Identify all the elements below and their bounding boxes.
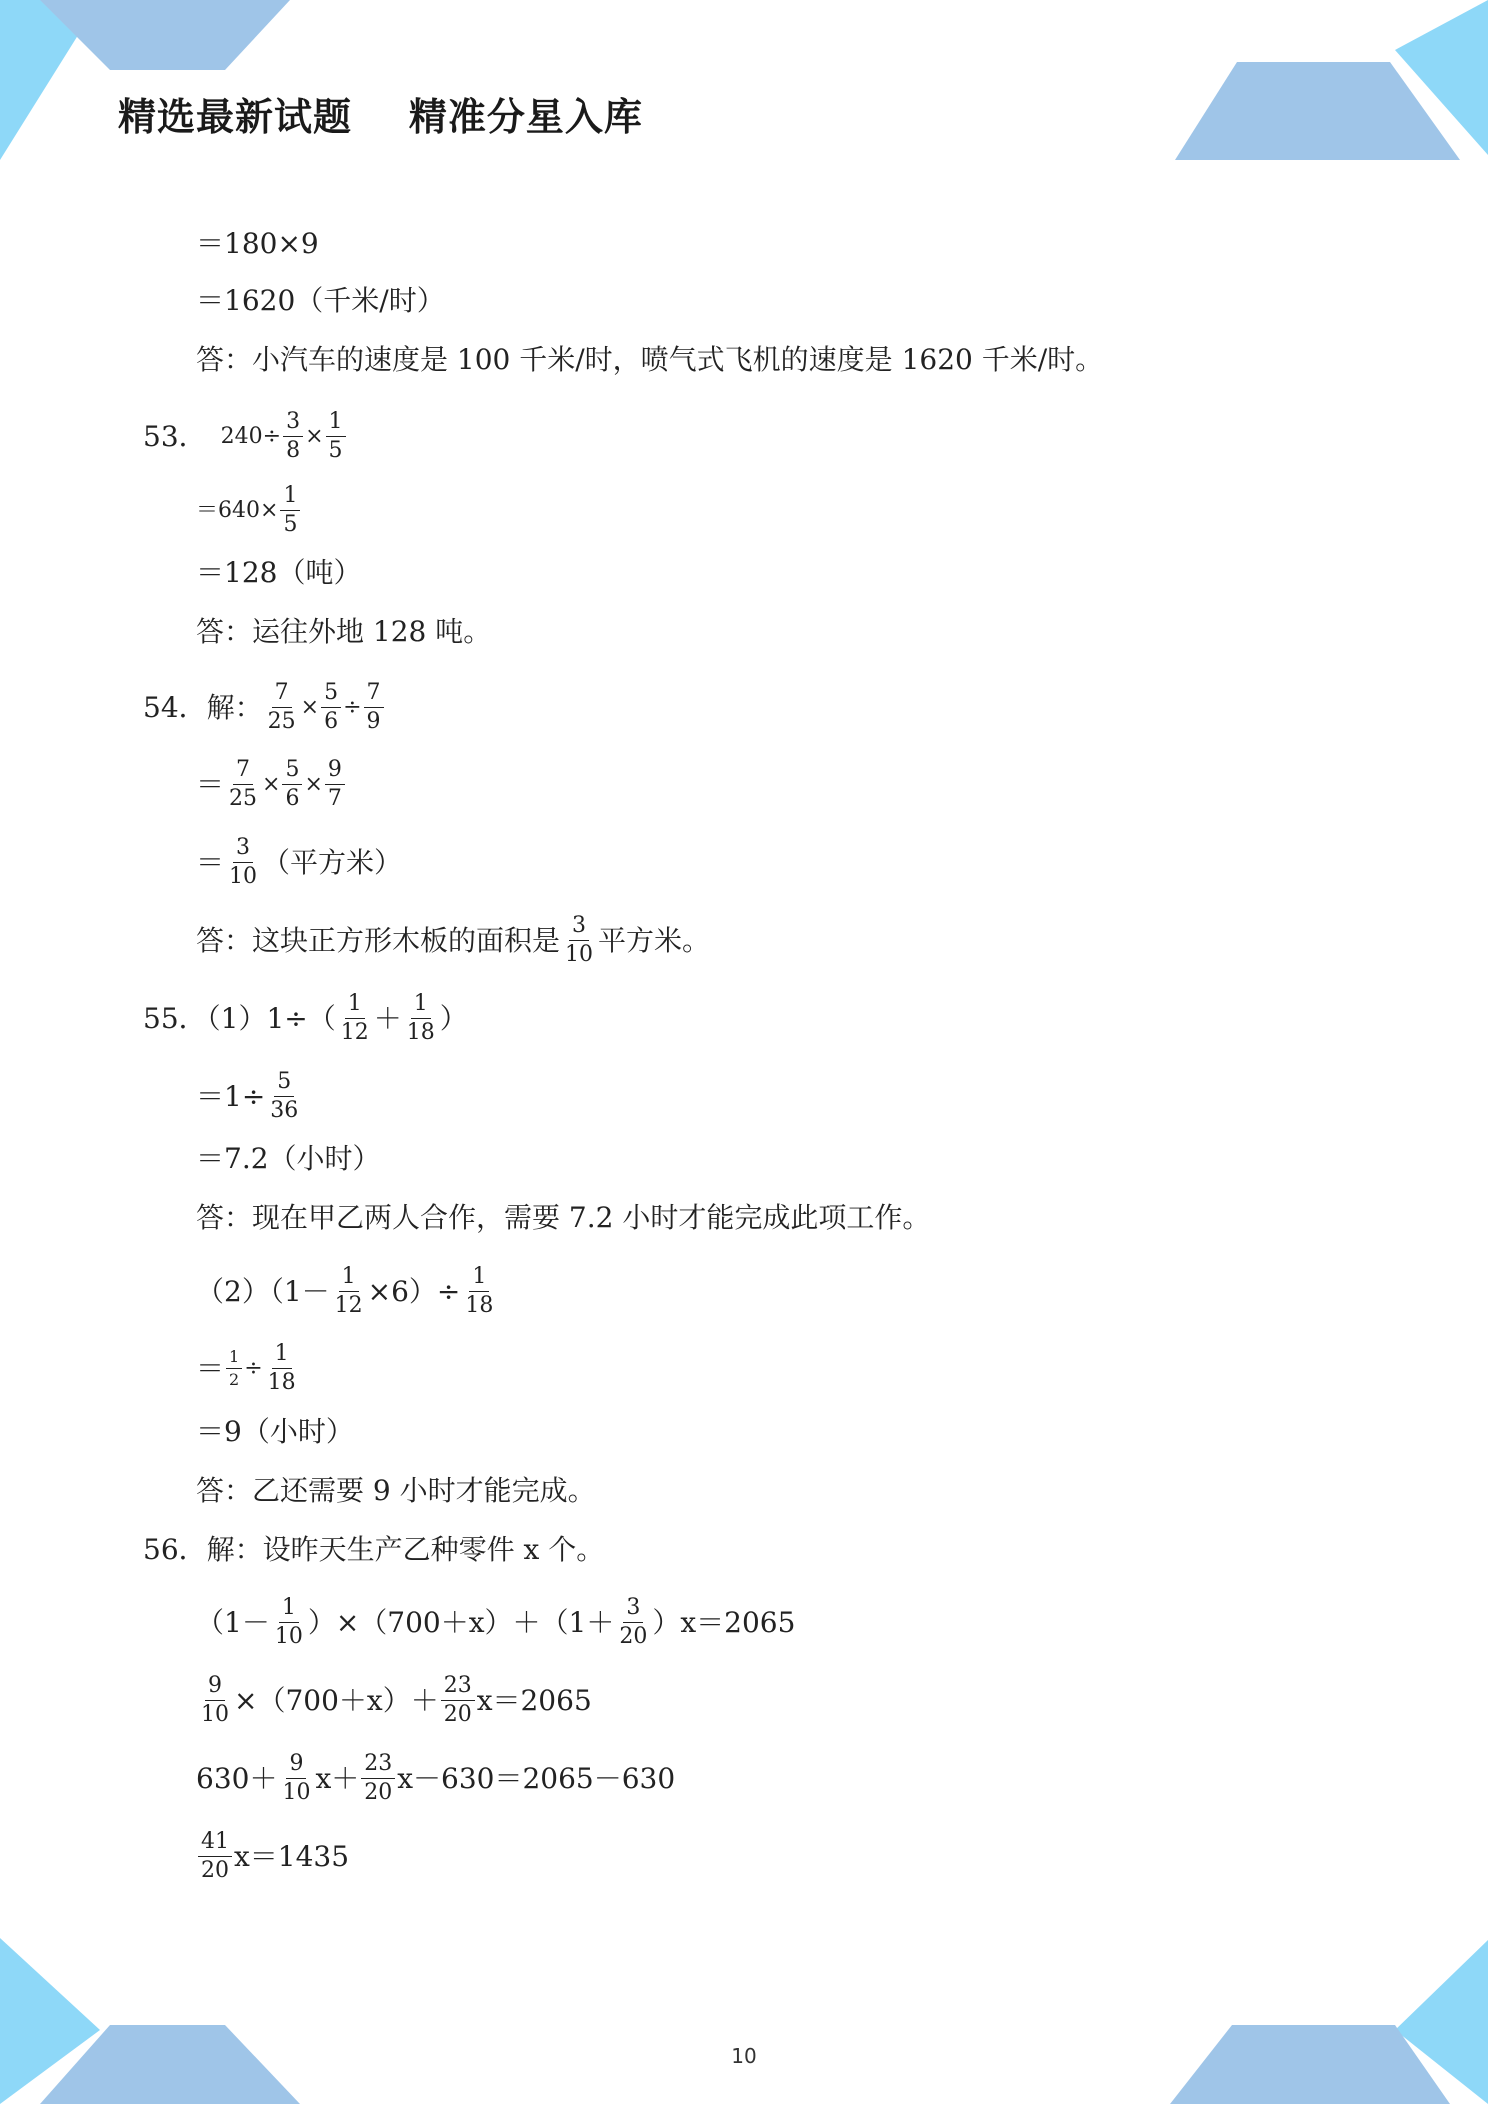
equation-line bbox=[196, 1596, 795, 1649]
calc-line: ＝7.2（小时） bbox=[196, 1142, 381, 1175]
header-title: 精选最新试题 精准分星入库 bbox=[118, 95, 643, 139]
expr-text: x－630＝2065－630 bbox=[397, 1761, 676, 1795]
operator: × bbox=[305, 423, 324, 449]
equation-line bbox=[196, 1674, 592, 1727]
fraction: $\frac{23}{20}$ bbox=[361, 1752, 395, 1805]
answer-text: 答：这块正方形木板的面积是 bbox=[196, 923, 561, 957]
expr-text: （2）（1－ bbox=[196, 1274, 330, 1308]
equation-line bbox=[196, 1752, 675, 1805]
fraction: $\frac{5}{6}$ bbox=[321, 681, 341, 734]
expr-text: 630＋ bbox=[196, 1761, 278, 1795]
fraction: $\frac{3}{20}$ bbox=[619, 1595, 648, 1649]
answer-line: 答：运往外地 128 吨。 bbox=[196, 615, 492, 648]
fraction: $\frac{1}{18}$ bbox=[465, 1264, 494, 1318]
fraction: $\frac{3}{10}$ bbox=[565, 913, 594, 967]
question-number: 55．（1）1÷（ bbox=[143, 1001, 336, 1035]
equation-line bbox=[196, 1830, 349, 1883]
answer-line: 答：小汽车的速度是 100 千米/时，喷气式飞机的速度是 1620 千米/时。 bbox=[196, 343, 1104, 376]
calc-line bbox=[196, 758, 347, 811]
operator: × bbox=[304, 771, 323, 797]
answer-text: 平方米。 bbox=[598, 923, 711, 957]
expr-text: ）×（700＋x）＋（1＋ bbox=[307, 1605, 615, 1639]
fraction: $\frac{5}{6}$ bbox=[282, 758, 302, 811]
calc-line: ＝9（小时） bbox=[196, 1415, 354, 1448]
question-53-line bbox=[143, 410, 348, 463]
operator: ＋ bbox=[373, 1001, 402, 1035]
expr-text: x＝2065 bbox=[476, 1683, 592, 1717]
question-54-line bbox=[143, 681, 386, 734]
fraction: $\frac{1}{5}$ bbox=[326, 410, 346, 463]
fraction: $\frac{1}{18}$ bbox=[267, 1341, 296, 1395]
calc-line: ＝180×9 bbox=[196, 227, 319, 260]
answer-line bbox=[196, 914, 710, 967]
calc-line bbox=[196, 1342, 301, 1395]
equals-sign: ＝ bbox=[196, 767, 225, 801]
fraction: $\frac{3}{8}$ bbox=[283, 410, 303, 463]
part-2-line bbox=[196, 1265, 498, 1318]
expr-text: x＝1435 bbox=[234, 1839, 350, 1873]
expr-text: x＋ bbox=[315, 1761, 360, 1795]
top-left-trapezoid bbox=[40, 0, 290, 70]
fraction: $\frac{9}{10}$ bbox=[282, 1751, 311, 1805]
unit-text: （平方米） bbox=[262, 845, 403, 879]
fraction: $\frac{3}{10}$ bbox=[229, 835, 258, 889]
expr-text: ×6）÷ bbox=[367, 1274, 461, 1308]
page-number: 10 bbox=[731, 2044, 757, 2068]
expr-text: （1－ bbox=[196, 1605, 270, 1639]
fraction: $\frac{9}{7}$ bbox=[325, 758, 345, 811]
operator: × bbox=[262, 771, 281, 797]
expr-text: ）x＝2065 bbox=[652, 1605, 796, 1639]
operator: × bbox=[300, 694, 320, 720]
operator: ÷ bbox=[343, 694, 362, 720]
fraction: $\frac{1}{12}$ bbox=[340, 991, 369, 1045]
fraction: $\frac{9}{10}$ bbox=[201, 1673, 229, 1727]
question-number: 53． bbox=[143, 419, 207, 453]
question-55-line bbox=[143, 992, 468, 1045]
equals-sign: ＝ bbox=[196, 845, 225, 879]
question-number: 54．解： bbox=[143, 690, 263, 724]
fraction: $\frac{1}{12}$ bbox=[334, 1264, 363, 1318]
fraction: $\frac{5}{36}$ bbox=[270, 1069, 299, 1123]
answer-line: 答：乙还需要 9 小时才能完成。 bbox=[196, 1474, 596, 1507]
fraction: $\frac{7}{25}$ bbox=[267, 680, 296, 734]
answer-line: 答：现在甲乙两人合作，需要 7.2 小时才能完成此项工作。 bbox=[196, 1201, 931, 1234]
question-56-line: 56．解：设昨天生产乙种零件 x 个。 bbox=[143, 1533, 605, 1566]
header-decoration bbox=[0, 0, 1488, 170]
expr-text: ＝1÷ bbox=[196, 1079, 266, 1113]
expr-text: 240÷ bbox=[220, 423, 282, 449]
fraction: $\frac{7}{9}$ bbox=[364, 681, 384, 734]
fraction: $\frac{1}{10}$ bbox=[274, 1595, 303, 1649]
fraction: $\frac{7}{25}$ bbox=[229, 757, 258, 811]
calc-line bbox=[196, 1070, 303, 1123]
fraction: $\frac{1}{18}$ bbox=[406, 991, 435, 1045]
expr-text: ＝640× bbox=[196, 497, 279, 523]
fraction: $\frac{1}{5}$ bbox=[280, 484, 300, 537]
expr-text: ×（700＋x）＋ bbox=[234, 1683, 439, 1717]
equals-sign: ＝ bbox=[196, 1351, 225, 1385]
fraction: $\frac{23}{20}$ bbox=[441, 1674, 475, 1727]
fraction: $\frac{1}{2}$ bbox=[226, 1348, 242, 1389]
fraction: $\frac{41}{20}$ bbox=[198, 1830, 232, 1883]
calc-line: ＝128（吨） bbox=[196, 556, 362, 589]
top-right-trapezoid bbox=[1175, 62, 1460, 160]
calc-line bbox=[196, 484, 302, 537]
footer-decoration bbox=[0, 1930, 1488, 2104]
calc-line bbox=[196, 836, 402, 889]
operator: ÷ bbox=[244, 1355, 263, 1381]
bracket: ） bbox=[439, 1001, 468, 1035]
calc-line: ＝1620（千米/时） bbox=[196, 284, 445, 317]
